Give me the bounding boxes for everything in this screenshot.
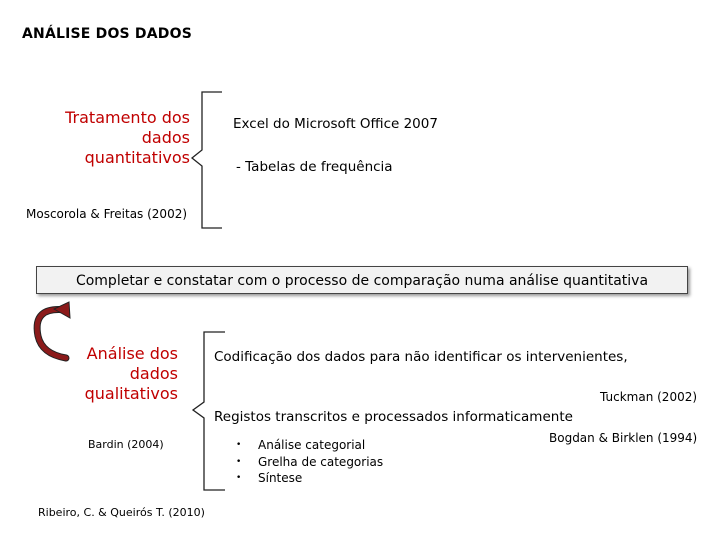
quantitative-item-excel: Excel do Microsoft Office 2007	[233, 116, 438, 132]
bracket-quantitative	[192, 92, 222, 228]
footer-citation: Ribeiro, C. & Queirós T. (2010)	[38, 506, 205, 519]
page-title: ANÁLISE DOS DADOS	[22, 26, 192, 42]
citation-tuckman: Tuckman (2002)	[600, 390, 698, 404]
qualitative-bullet-list	[234, 437, 383, 487]
comparison-banner: Completar e constatar com o processo de comparação numa análise quantitativa	[36, 266, 688, 294]
qualitative-citation: Bardin (2004)	[88, 438, 164, 451]
bullet-item: • Grelha de categorias	[234, 454, 383, 471]
qualitative-item-coding: Codificação dos dados para não identificar os intervenientes,	[214, 349, 628, 365]
qualitative-heading: Análise dos dados qualitativos	[84, 344, 178, 403]
bullet-item: • Análise categorial	[234, 437, 383, 454]
quantitative-heading: Tratamento dos dados quantitativos	[65, 108, 190, 167]
citation-bogdan: Bogdan & Birklen (1994)	[549, 431, 698, 445]
quantitative-citation: Moscorola & Freitas (2002)	[26, 207, 188, 221]
bullet-item: • Síntese	[234, 470, 383, 487]
quantitative-item-tables: - Tabelas de frequência	[236, 159, 393, 175]
qualitative-item-records: Registos transcritos e processados informaticamente	[214, 409, 573, 425]
